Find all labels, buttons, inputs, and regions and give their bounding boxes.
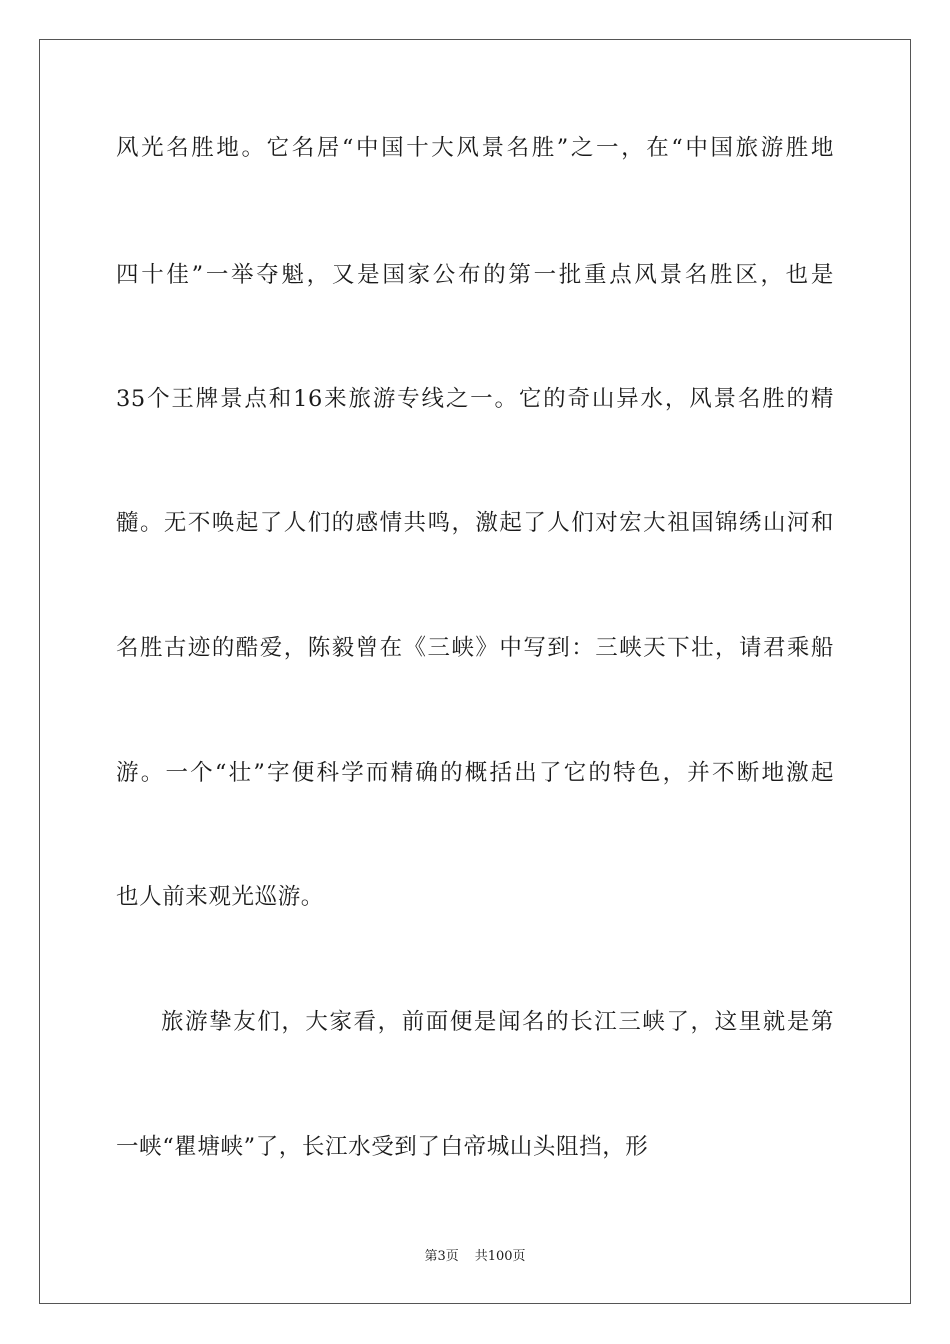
text-line: 四十佳”一举夺魁，又是国家公布的第一批重点风景名胜区，也是 (116, 262, 834, 288)
text-line: 风光名胜地。它名居“中国十大风景名胜”之一，在“中国旅游胜地 (116, 135, 834, 161)
text-line: 也人前来观光巡游。 (116, 884, 324, 910)
page-footer (0, 1247, 950, 1267)
page-frame (39, 39, 911, 1304)
text-line: 名胜古迹的酷爱，陈毅曾在《三峡》中写到：三峡天下壮，请君乘船 (116, 635, 834, 661)
page-number: 第3页 (424, 1249, 459, 1264)
text-line: 髓。无不唤起了人们的感情共鸣，激起了人们对宏大祖国锦绣山河和 (116, 510, 834, 536)
text-line: 一峡“瞿塘峡”了，长江水受到了白帝城山头阻挡，形 (116, 1134, 649, 1160)
text-line: 35个王牌景点和16来旅游专线之一。它的奇山异水，风景名胜的精 (116, 386, 834, 412)
text-line: 游。一个“壮”字便科学而精确的概括出了它的特色，并不断地激起 (116, 760, 834, 786)
paragraph-first-line: 旅游挚友们，大家看，前面便是闻名的长江三峡了，这里就是第 (161, 1009, 834, 1035)
page-total: 共100页 (474, 1249, 526, 1264)
